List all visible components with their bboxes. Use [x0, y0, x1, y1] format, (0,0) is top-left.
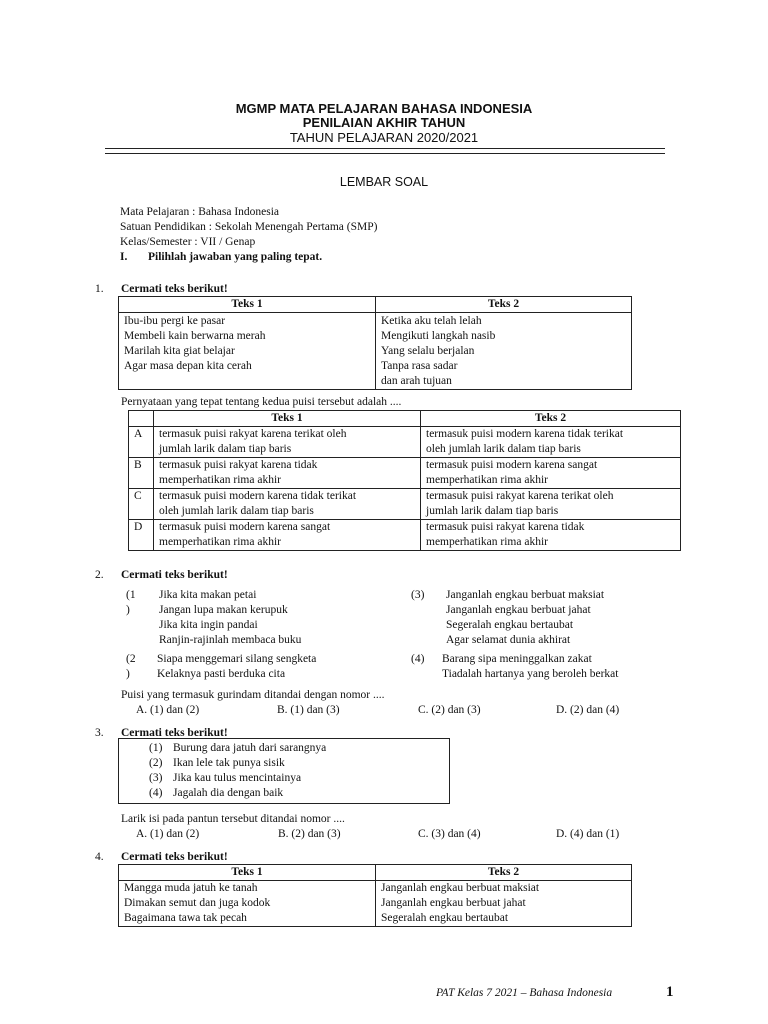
q1-teks1-cell [119, 313, 376, 390]
q2-p1-mark: ) [126, 604, 130, 616]
q2-p1-line: Jangan lupa makan kerupuk [159, 604, 288, 616]
q2-p4-line: Barang sipa meninggalkan zakat [442, 653, 592, 665]
option-teks2 [421, 489, 681, 520]
q2-p3-line: Segeralah engkau bertaubat [446, 619, 574, 631]
option-teks2 [421, 520, 681, 551]
q1-answer-table [128, 410, 681, 551]
q2-p4-line: Tiadalah hartanya yang beroleh berkat [442, 668, 619, 680]
section-instruction: Pilihlah jawaban yang paling tepat. [148, 251, 323, 263]
q1-t2-line: dan arah tujuan [381, 375, 452, 387]
option-teks1 [154, 489, 421, 520]
option-teks2 [421, 427, 681, 458]
option-letter: C [129, 489, 154, 520]
q1-option-a[interactable] [129, 427, 681, 458]
option-text: memperhatikan rima akhir [159, 536, 281, 548]
q3-item-text: Jagalah dia dengan baik [173, 787, 284, 799]
q3-question: Larik isi pada pantun tersebut ditandai nomor .... [121, 813, 345, 825]
q1-teks2-header: Teks 2 [376, 297, 632, 313]
q3-item-num: (4) [149, 787, 163, 799]
q4-teks2-header: Teks 2 [376, 865, 632, 881]
option-text: oleh jumlah larik dalam tiap baris [159, 505, 314, 517]
option-teks2 [421, 458, 681, 489]
q2-question: Puisi yang termasuk gurindam ditandai dengan nomor .... [121, 689, 385, 701]
info-satuan: Satuan Pendidikan : Sekolah Menengah Pertama (SMP) [120, 221, 378, 233]
option-teks1 [154, 427, 421, 458]
option-letter: A [129, 427, 154, 458]
option-teks1 [154, 520, 421, 551]
q4-teks1-header: Teks 1 [119, 865, 376, 881]
option-text: termasuk puisi modern karena tidak terikat [159, 490, 357, 502]
q3-item-num: (2) [149, 757, 163, 769]
q1-option-b[interactable] [129, 458, 681, 489]
option-teks1 [154, 458, 421, 489]
q2-p1-line: Jika kita makan petai [159, 589, 257, 601]
q2-p1-line: Jika kita ingin pandai [159, 619, 258, 631]
option-text: termasuk puisi modern karena tidak terikat [426, 428, 624, 440]
option-text: termasuk puisi rakyat karena terikat oleh [426, 490, 614, 502]
q1-t2-line: Yang selalu berjalan [381, 345, 475, 357]
q2-p2-mark: ) [126, 668, 130, 680]
q1-number: 1. [95, 283, 104, 295]
q1-t1-line: Marilah kita giat belajar [124, 345, 235, 357]
q1-option-d[interactable] [129, 520, 681, 551]
q1-teks1-header: Teks 1 [119, 297, 376, 313]
q1-t1-line: Membeli kain berwarna merah [124, 330, 266, 342]
q3-number: 3. [95, 727, 104, 739]
q3-choice-b[interactable]: B. (2) dan (3) [278, 828, 341, 840]
q4-t1-line: Mangga muda jatuh ke tanah [124, 882, 258, 894]
q2-choice-a[interactable]: A. (1) dan (2) [136, 704, 200, 716]
q2-choice-c[interactable]: C. (2) dan (3) [418, 704, 481, 716]
q2-p2-mark: (2 [126, 653, 136, 665]
q3-item-text: Burung dara jatuh dari sarangnya [173, 742, 327, 754]
header-line-3: TAHUN PELAJARAN 2020/2021 [289, 130, 479, 145]
q3-item-num: (3) [149, 772, 163, 784]
page-number: 1 [666, 984, 674, 1000]
option-letter: B [129, 458, 154, 489]
q4-t2-line: Segeralah engkau bertaubat [381, 912, 509, 924]
q1-text-table [118, 296, 632, 390]
option-text: memperhatikan rima akhir [159, 474, 281, 486]
page-footer: PAT Kelas 7 2021 – Bahasa Indonesia [436, 987, 613, 999]
q4-prompt: Cermati teks berikut! [121, 851, 228, 863]
q2-p2-line: Siapa menggemari silang sengketa [157, 653, 317, 665]
q2-p3-mark: (3) [411, 589, 425, 601]
q3-choice-d[interactable]: D. (4) dan (1) [556, 828, 620, 840]
q4-teks1-cell [119, 881, 376, 927]
section-number: I. [120, 251, 128, 263]
header-line-2: PENILAIAN AKHIR TAHUN [302, 115, 466, 130]
option-text: termasuk puisi rakyat karena tidak [159, 459, 318, 471]
q2-p3-line: Janganlah engkau berbuat maksiat [446, 589, 605, 601]
option-text: jumlah larik dalam tiap baris [159, 443, 292, 455]
option-text: termasuk puisi modern karena sangat [159, 521, 331, 533]
header-line-1: MGMP MATA PELAJARAN BAHASA INDONESIA [235, 101, 533, 116]
option-letter: D [129, 520, 154, 551]
info-kelas: Kelas/Semester : VII / Genap [120, 236, 256, 248]
option-text: memperhatikan rima akhir [426, 536, 548, 548]
option-text: termasuk puisi rakyat karena tidak [426, 521, 585, 533]
q4-t2-line: Janganlah engkau berbuat jahat [381, 897, 526, 909]
q1-teks2-cell [376, 313, 632, 390]
q2-p1-line: Ranjin-rajinlah membaca buku [159, 634, 302, 646]
q2-p3-line: Agar selamat dunia akhirat [446, 634, 571, 646]
info-mapel: Mata Pelajaran : Bahasa Indonesia [120, 206, 280, 218]
q1-t2-line: Tanpa rasa sadar [381, 360, 458, 372]
q1-t2-line: Mengikuti langkah nasib [381, 330, 496, 342]
q1-prompt: Cermati teks berikut! [121, 283, 228, 295]
q1-ans-teks1-header: Teks 1 [154, 411, 421, 427]
q2-choice-d[interactable]: D. (2) dan (4) [556, 704, 620, 716]
q2-number: 2. [95, 569, 104, 581]
option-text: termasuk puisi rakyat karena terikat oleh [159, 428, 347, 440]
q4-t2-line: Janganlah engkau berbuat maksiat [381, 882, 540, 894]
header-separator [105, 148, 665, 154]
q2-p3-line: Janganlah engkau berbuat jahat [446, 604, 591, 616]
q1-letter-header [129, 411, 154, 427]
q3-choice-c[interactable]: C. (3) dan (4) [418, 828, 481, 840]
q4-t1-line: Dimakan semut dan juga kodok [124, 897, 271, 909]
option-text: jumlah larik dalam tiap baris [426, 505, 559, 517]
q2-prompt: Cermati teks berikut! [121, 569, 228, 581]
option-text: memperhatikan rima akhir [426, 474, 548, 486]
q1-t2-line: Ketika aku telah lelah [381, 315, 482, 327]
lembar-soal-title: LEMBAR SOAL [339, 175, 429, 189]
q1-question: Pernyataan yang tepat tentang kedua puisi tersebut adalah .... [121, 396, 402, 408]
q4-t1-line: Bagaimana tawa tak pecah [124, 912, 247, 924]
q2-p4-mark: (4) [411, 653, 425, 665]
q1-t1-line: Agar masa depan kita cerah [124, 360, 252, 372]
q3-item-num: (1) [149, 742, 163, 754]
q3-choice-a[interactable]: A. (1) dan (2) [136, 828, 200, 840]
option-text: oleh jumlah larik dalam tiap baris [426, 443, 581, 455]
q2-p2-line: Kelaknya pasti berduka cita [157, 668, 286, 680]
q3-prompt: Cermati teks berikut! [121, 727, 228, 739]
q1-option-c[interactable] [129, 489, 681, 520]
q4-teks2-cell [376, 881, 632, 927]
option-text: termasuk puisi modern karena sangat [426, 459, 598, 471]
q1-t1-line: Ibu-ibu pergi ke pasar [124, 315, 226, 327]
q3-item-text: Ikan lele tak punya sisik [173, 757, 285, 769]
q1-ans-teks2-header: Teks 2 [421, 411, 681, 427]
q2-choice-b[interactable]: B. (1) dan (3) [277, 704, 340, 716]
q4-text-table [118, 864, 632, 927]
q2-p1-mark: (1 [126, 589, 136, 601]
q4-number: 4. [95, 851, 104, 863]
q3-item-text: Jika kau tulus mencintainya [173, 772, 302, 784]
